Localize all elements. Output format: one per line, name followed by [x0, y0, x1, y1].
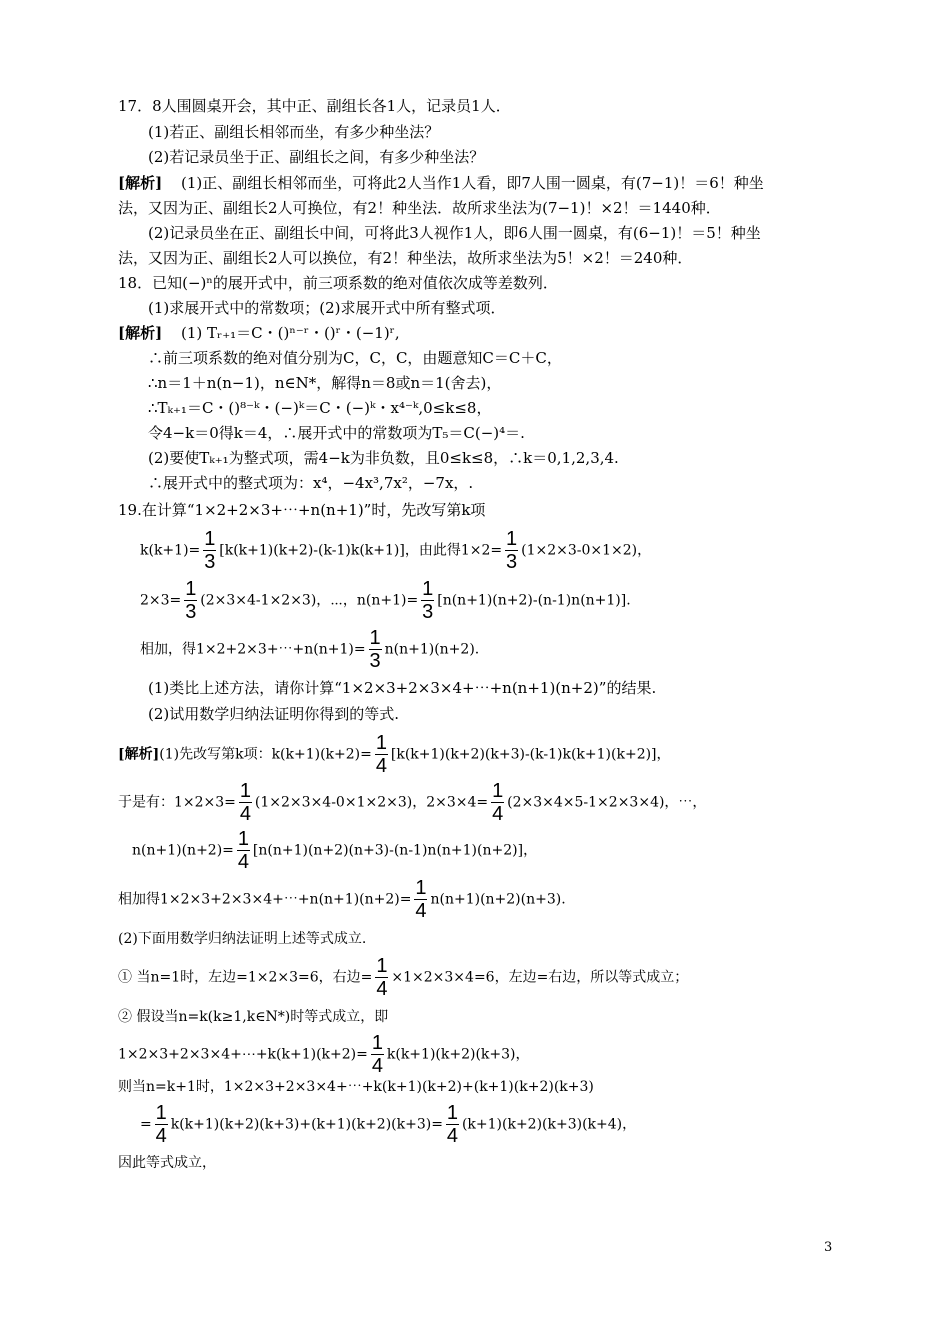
q19-solution-7: ② 假设当n=k(k≥1,k∈N*)时等式成立，即 [118, 1009, 389, 1025]
solution-label: [解析] [118, 174, 163, 192]
one-quarter-fraction: $\frac{1}{4}$ [446, 1102, 459, 1147]
q19-s6-b: ×1×2×3×4=6，左边=右边，所以等式成立； [391, 969, 689, 986]
q18-l1-text: (1) Tᵣ₊₁＝C・()ⁿ⁻ʳ・()ʳ・(−1)ʳ, [180, 324, 400, 342]
q19-eq2 [140, 578, 631, 623]
q18-title: 18．已知(−)ⁿ的展开式中，前三项系数的绝对值依次成等差数列． [118, 274, 558, 292]
q19-title: 19.在计算“1×2+2×3+⋯+n(n+1)”时，先改写第k项 [118, 501, 486, 519]
one-quarter-fraction: $\frac{1}{4}$ [155, 1102, 167, 1147]
q18-solution-line-3: ∴n＝1＋n(n−1)，n∈N*，解得n＝8或n＝1(舍去)， [148, 374, 502, 392]
one-third-fraction: $\frac{1}{3}$ [204, 528, 216, 573]
q19-s2-a: 于是有：1×2×3= [118, 794, 236, 811]
q19-solution-9: 则当n=k+1时，1×2×3+2×3×4+⋯+k(k+1)(k+2)+(k+1)(k+2)(k+3) [118, 1079, 594, 1095]
page-number: 3 [824, 1240, 833, 1255]
q19-eq1-b: [k(k+1)(k+2)-(k-1)k(k+1)]，由此得1×2= [219, 542, 503, 559]
q19-eq1 [140, 528, 651, 573]
solution-label: [解析] [118, 746, 160, 763]
q19-s6-a: ① 当n=1时，左边=1×2×3=6，右边= [118, 969, 373, 986]
solution-label: [解析] [118, 324, 163, 342]
q18-solution-line-2: ∴前三项系数的绝对值分别为C，C，C，由题意知C＝C＋C， [148, 349, 562, 367]
one-quarter-fraction: $\frac{1}{4}$ [237, 828, 249, 873]
one-third-fraction: $\frac{1}{3}$ [506, 528, 518, 573]
q19-s8-a: 1×2×3+2×3×4+⋯+k(k+1)(k+2)= [118, 1046, 368, 1063]
q19-s1-b: [k(k+1)(k+2)(k+3)-(k-1)k(k+1)(k+2)]， [390, 746, 671, 763]
q17-solution-1a [118, 173, 764, 193]
q19-eq3-a: 相加，得1×2+2×3+⋯+n(n+1)= [140, 641, 366, 658]
one-quarter-fraction: $\frac{1}{4}$ [239, 780, 251, 825]
q19-s4-a: 相加得1×2×3+2×3×4+⋯+n(n+1)(n+2)= [118, 891, 412, 908]
q19-s10-a: = [140, 1116, 152, 1133]
q17-solution-2a: (2)记录员坐在正、副组长中间，可将此3人视作1人，即6人围一圆桌，有(6−1)！＝5！种坐 [148, 224, 761, 242]
q18-solution-line-5: 令4−k＝0得k＝4，∴展开式中的常数项为T₅＝C(−)⁴＝. [148, 424, 525, 442]
q17-part2: (2)若记录员坐于正、副组长之间，有多少种坐法？ [148, 148, 485, 166]
q19-eq1-a: k(k+1)= [140, 542, 201, 559]
q19-s1-a: (1)先改写第k项：k(k+1)(k+2)= [159, 746, 372, 763]
q17-part1: (1)若正、副组长相邻而坐，有多少种坐法？ [148, 123, 440, 141]
one-third-fraction: $\frac{1}{3}$ [185, 578, 197, 623]
one-quarter-fraction: $\frac{1}{4}$ [371, 1032, 383, 1077]
q19-solution-8 [118, 1032, 530, 1077]
q19-s10-b: k(k+1)(k+2)(k+3)+(k+1)(k+2)(k+3)= [170, 1116, 443, 1133]
q19-solution-3 [132, 828, 537, 873]
q19-part2: (2)试用数学归纳法证明你得到的等式. [148, 705, 400, 723]
q19-s2-c: (2×3×4×5-1×2×3×4)，⋯， [507, 794, 707, 811]
q18-solution-line-6: (2)要使Tₖ₊₁为整式项，需4−k为非负数，且0≤k≤8，∴k＝0,1,2,3,4. [148, 449, 619, 467]
one-quarter-fraction: $\frac{1}{4}$ [375, 732, 387, 777]
one-quarter-fraction: $\frac{1}{4}$ [415, 877, 427, 922]
q19-s10-c: (k+1)(k+2)(k+3)(k+4)， [461, 1116, 637, 1133]
q17-solution-1b: 法，又因为正、副组长2人可换位，有2！种坐法．故所求坐法为(7−1)！×2！＝1440种． [118, 199, 721, 217]
q19-part1: (1)类比上述方法，请你计算“1×2×3+2×3×4+⋯+n(n+1)(n+2)”的结果. [148, 679, 657, 697]
q19-eq2-b: (2×3×4-1×2×3)，⋯，n(n+1)= [200, 592, 419, 609]
q19-s4-b: n(n+1)(n+2)(n+3). [430, 891, 566, 908]
q19-solution-10 [140, 1102, 636, 1147]
q18-parts: (1)求展开式中的常数项；(2)求展开式中所有整式项． [148, 299, 506, 317]
q19-eq2-a: 2×3= [140, 592, 182, 609]
q19-eq1-c: (1×2×3-0×1×2)， [521, 542, 652, 559]
q18-solution-line-7: ∴展开式中的整式项为：x⁴，−4x³,7x²，−7x，. [148, 474, 474, 492]
q19-solution-4 [118, 877, 566, 922]
q19-s2-b: (1×2×3×4-0×1×2×3)，2×3×4= [254, 794, 489, 811]
q19-s8-b: k(k+1)(k+2)(k+3)， [386, 1046, 530, 1063]
q18-solution-line-4: ∴Tₖ₊₁＝C・()⁸⁻ᵏ・(−)ᵏ＝C・(−)ᵏ・x⁴⁻ᵏ,0≤k≤8， [148, 399, 492, 417]
q19-solution-2 [118, 780, 706, 825]
q17-sol1a-text: (1)正、副组长相邻而坐，可将此2人当作1人看，即7人围一圆桌，有(7−1)！＝6！种坐 [180, 174, 764, 192]
q19-eq3-b: n(n+1)(n+2). [384, 641, 480, 658]
q19-solution-11: 因此等式成立， [118, 1155, 216, 1171]
q19-eq3 [140, 627, 479, 672]
q17-title: 17．8人围圆桌开会，其中正、副组长各1人，记录员1人． [118, 97, 511, 115]
q19-solution-6 [118, 955, 688, 1000]
one-quarter-fraction: $\frac{1}{4}$ [376, 955, 388, 1000]
q19-eq2-c: [n(n+1)(n+2)-(n-1)n(n+1)]. [437, 592, 631, 609]
q19-s3-a: n(n+1)(n+2)= [132, 842, 234, 859]
q18-solution-line-1 [118, 323, 400, 343]
one-third-fraction: $\frac{1}{3}$ [369, 627, 381, 672]
one-third-fraction: $\frac{1}{3}$ [422, 578, 434, 623]
q19-solution-1 [118, 732, 671, 777]
q17-solution-2b: 法，又因为正、副组长2人可以换位，有2！种坐法，故所求坐法为5！×2！＝240种． [118, 249, 693, 267]
q19-s3-b: [n(n+1)(n+2)(n+3)-(n-1)n(n+1)(n+2)]， [252, 842, 538, 859]
one-quarter-fraction: $\frac{1}{4}$ [492, 780, 504, 825]
q19-solution-5: (2)下面用数学归纳法证明上述等式成立. [118, 931, 367, 947]
